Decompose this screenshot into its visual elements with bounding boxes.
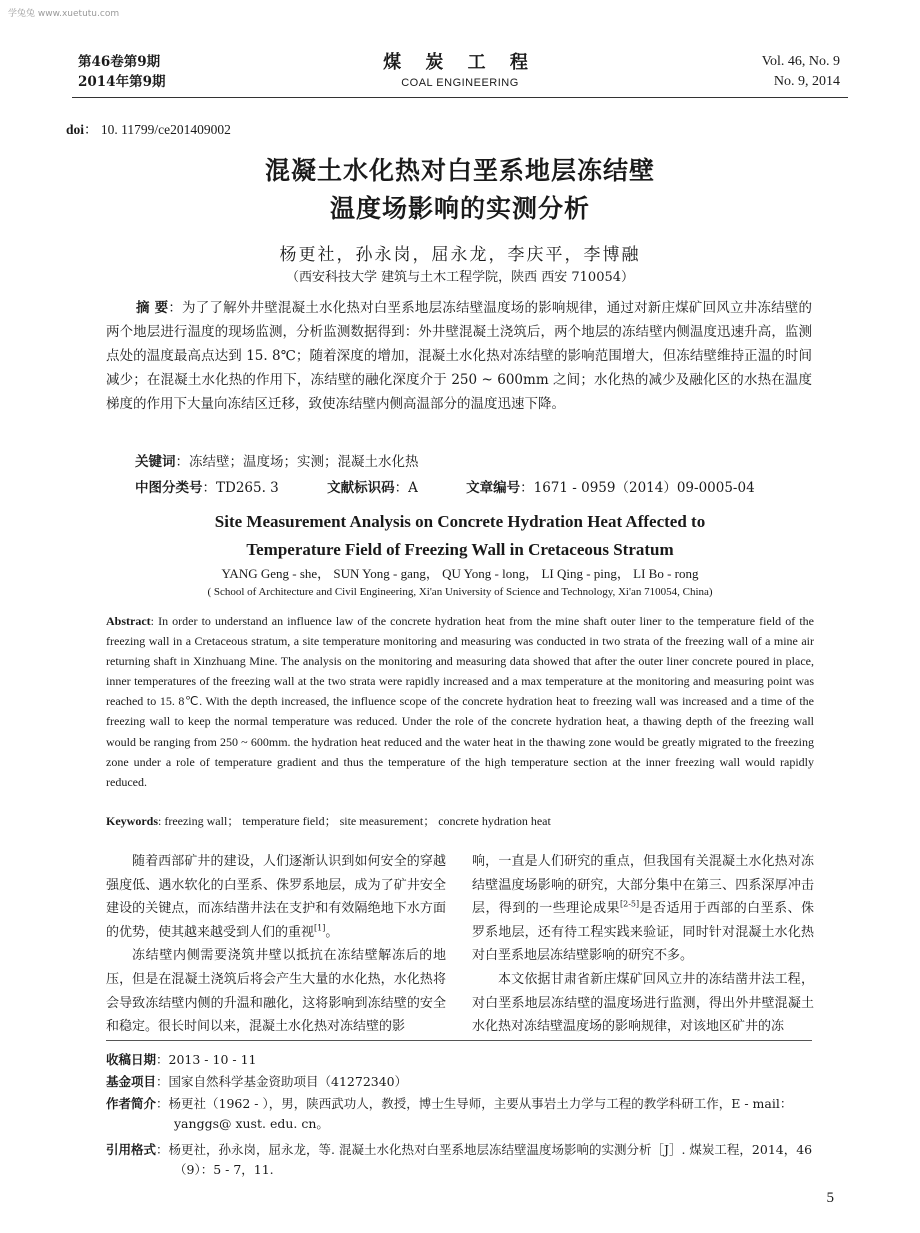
body-text: 随着西部矿井的建设，人们逐渐认识到如何安全的穿越强度低、遇水软化的白垩系、侏罗系地层，成为了矿井安全建设的关键点，而冻结凿井法在支护和有效隔绝地下水方面的优势，使其越来越受到人们的重视	[106, 854, 446, 940]
abstract-cn-text: ：为了了解外井壁混凝土水化热对白垩系地层冻结壁温度场的影响规律，通过对新庄煤矿回风立井冻结壁的两个地层进行温度的现场监测，分析监测数据得到：外井壁混凝土浇筑后，两个地层的冻结壁内侧温度迅速升高，监测点处的温度最高点达到 15. 8℃；随着深度的增加，混凝土水化热对冻结壁的影响范围增大，但冻结壁维持正温的时间减少；在混凝土水化热的作用下，冻结壁的融化深度介于 250 ~ 600mm 之间；水化热的减少及融化区的水热在温度梯度的作用下大量向冻结区迁移，致使冻结壁内侧高温部分的温度迅速下降。	[106, 300, 813, 412]
article-number-label: 文章编号	[466, 480, 521, 496]
body-column-right	[472, 850, 814, 1039]
page-number: 5	[826, 1190, 834, 1206]
title-cn-line-1: 混凝土水化热对白垩系地层冻结壁	[264, 156, 655, 185]
keywords-en	[106, 812, 551, 829]
document-code-value: ：A	[394, 480, 418, 496]
title-en-line-1: Site Measurement Analysis on Concrete Hydration Heat Affected to	[214, 512, 706, 531]
affiliation-en: ( School of Architecture and Civil Engineering, Xi'an University of Science and Technology, Xi'an 710054, China)	[207, 586, 713, 598]
doi-value: ： 10. 11799/ce201409002	[84, 122, 231, 137]
authors-cn: 杨更社，孙永岗，屈永龙，李庆平，李博融	[279, 245, 641, 265]
header-rule	[72, 97, 848, 98]
author-info-label: 作者简介	[106, 1096, 157, 1111]
header-volume-en: Vol. 46, No. 9	[761, 54, 840, 69]
abstract-en-text: : In order to understand an influence law of the concrete hydration heat from the mine shaft outer liner to the temperature field of the freezing wall in a Cretaceous stratum, a site temperature monitoring and measuring was conducted in two strata of the freezing wall of a mine air returning shaft in Xinzhuang Mine. The analysis on the monitoring and measuring data showed that after the outer liner concrete poured in place, inner temperatures of the freezing wall at the two strata were rapidly increased and a max temperature at the monitoring and measuring point was reached to 15. 8℃. With the depth increased, the influence scope of the concrete hydration heat to freezing wall was increased and a time of the freezing wall to keep the normal temperature was reduced. Under the role of the concrete hydration heat, a thawing depth of the freezing wall would be ranging from 250 ~ 600mm. the hydration heat reduced and the water heat in the thawing zone would be greatly migrated to the freezing zone under a role of temperature gradient and thus the temperature of the high temperature section at the inner freezing wall would rapidly reduced.	[106, 614, 814, 789]
fund-value: ：国家自然科学基金资助项目（41272340）	[156, 1074, 408, 1089]
keywords-cn	[135, 450, 419, 470]
abstract-cn	[106, 296, 812, 416]
keywords-cn-text: ：冻结壁；温度场；实测；混凝土水化热	[175, 454, 419, 470]
keywords-en-label: Keywords	[106, 814, 158, 828]
header-year-cn: 2014年第9期	[78, 74, 166, 90]
clc-value: ：TD265. 3	[202, 480, 279, 496]
footnote-received	[106, 1050, 820, 1070]
journal-name-en: COAL ENGINEERING	[401, 77, 519, 89]
citation-ref: [1]	[314, 923, 326, 933]
author-info-value: ：杨更社（1962 - ），男，陕西武功人，教授，博士生导师，主要从事岩土力学与工程的教学科研工作，E - mail：yanggs@ xust. edu. cn。	[156, 1096, 793, 1131]
header-volume-cn: 第46卷第9期	[78, 54, 161, 70]
keywords-en-text: : freezing wall； temperature field； site measurement； concrete hydration heat	[158, 814, 551, 828]
body-column-left	[106, 850, 446, 1039]
journal-name-cn: 煤 炭 工 程	[383, 52, 537, 73]
article-number-value: ：1671 - 0959（2014）09-0005-04	[520, 480, 755, 496]
fund-label: 基金项目	[106, 1074, 157, 1089]
received-label: 收稿日期	[106, 1052, 157, 1067]
received-value: ：2013 - 10 - 11	[156, 1052, 257, 1067]
document-code-label: 文献标识码	[327, 480, 395, 496]
title-cn-line-2: 温度场影响的实测分析	[329, 194, 590, 223]
affiliation-cn: （西安科技大学 建筑与土木工程学院，陕西 西安 710054）	[285, 270, 635, 285]
body-text: 。	[325, 924, 339, 940]
citation-ref: [2-5]	[619, 899, 640, 909]
watermark-text: 学兔兔 www.xuetutu.com	[8, 9, 120, 19]
header-number-en: No. 9, 2014	[773, 74, 840, 89]
body-paragraph: 本文依据甘肃省新庄煤矿回风立井的冻结凿井法工程，对白垩系地层冻结壁的温度场进行监测，得出外井壁混凝土水化热对冻结壁温度场的影响规律，对该地区矿井的冻	[472, 971, 814, 1035]
body-text: 是否适用于西部的白垩系、侏罗系地层，还有待工程实践来验证，同时针对混凝土水化热对白垩系地层冻结壁影响的研究不多。	[472, 901, 814, 964]
citation-format-label: 引用格式	[106, 1142, 157, 1157]
classification-line	[135, 476, 755, 496]
body-paragraph: 冻结壁内侧需要浇筑井壁以抵抗在冻结壁解冻后的地压，但是在混凝土浇筑后将会产生大量的水化热，水化热将会导致冻结壁内侧的升温和融化，这将影响到冻结壁的安全和稳定。很长时间以来，混凝土水化热对冻结壁的影	[106, 948, 446, 1035]
keywords-cn-label: 关键词	[135, 454, 176, 470]
clc-number	[135, 480, 279, 496]
doi-line	[66, 118, 231, 138]
article-number	[466, 480, 755, 496]
abstract-cn-label: 摘 要	[136, 300, 169, 316]
footnote-rule	[106, 1040, 812, 1041]
body-paragraph	[106, 850, 446, 944]
abstract-en-label: Abstract	[106, 614, 151, 628]
doi-label: doi	[66, 122, 85, 137]
title-en-line-2: Temperature Field of Freezing Wall in Cretaceous Stratum	[246, 540, 674, 559]
footnote-citation	[106, 1140, 820, 1180]
citation-format-value: ：杨更社，孙永岗，屈永龙，等. 混凝土水化热对白垩系地层冻结壁温度场影响的实测分析［J］. 煤炭工程，2014，46（9）：5 - 7，11.	[156, 1142, 813, 1177]
footnote-fund	[106, 1072, 820, 1092]
document-code	[327, 480, 418, 496]
paper-title-cn	[0, 152, 920, 228]
abstract-en	[106, 611, 814, 792]
header-right	[762, 52, 840, 92]
body-paragraph	[472, 850, 814, 968]
footnote-author	[106, 1094, 820, 1134]
clc-label: 中图分类号	[135, 480, 203, 496]
body-text: 响，一直是人们研究的重点，但我国有关混凝土水化热对冻结壁温度场影响的研究，大部分集中在第三、四系深厚冲击层，得到的一些理论成果	[472, 854, 814, 917]
paper-title-en	[0, 508, 920, 564]
authors-en: YANG Geng - she， SUN Yong - gang， QU Yong - long， LI Qing - ping， LI Bo - rong	[221, 566, 699, 581]
